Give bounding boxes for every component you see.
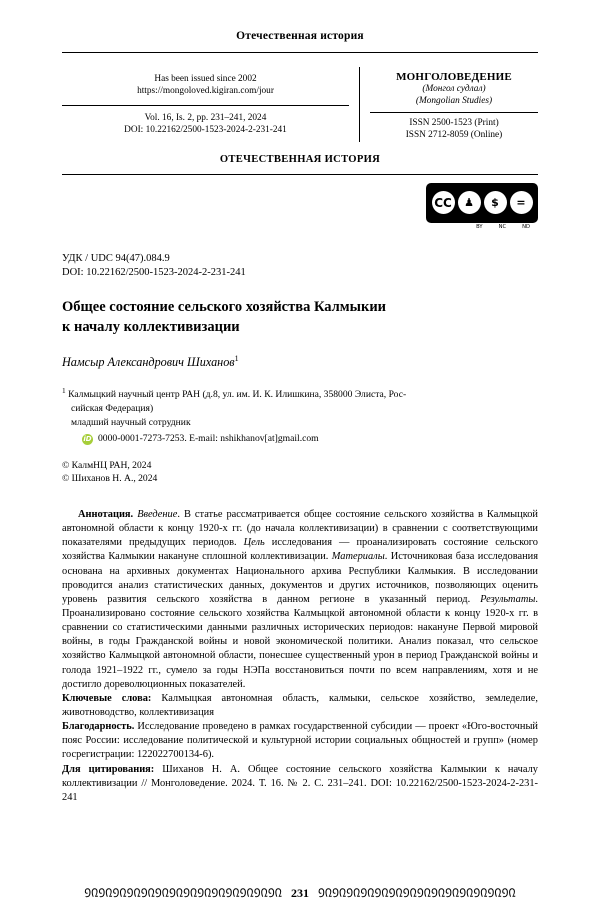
footer-ornament-left: ᠑᠒᠑᠒᠑᠒᠑᠒᠑᠒᠑᠒᠑᠒᠑᠒᠑᠒᠑᠒᠑᠒᠑᠒᠑᠒᠑᠒ [84,886,282,900]
abstract-paragraph [62,508,538,692]
page-footer [0,886,600,901]
doi-code: DOI: 10.22162/2500-1523-2024-2-231-241 [62,266,246,278]
cc-nc-dollar-icon: $ [484,191,507,214]
acknowledgement-label: Благодарность. [62,721,135,733]
abstract-text-4: . Проанализировано состояние сельского хозяйства Калмыцкой автономной области к концу 1920-х гг. в сравнении со статистическими данными различных исторических периодов: накануне Первой мировой войны, в годы Гражданской войны и новой экономической политики. Анализ показал, что сельское хозяйство Калмыцкой автономной области, понесшее существенный урон в период Гражданской войны и голода 1921–1922 гг., сумело за годы НЭПа восстановиться почти по всем направлениям, хотя и не достигло дореволюционных показателей. [62,593,538,690]
running-head: Отечественная история [236,30,364,42]
author-position: младший научный сотрудник [71,416,191,428]
keywords-text: Калмыцкая автономная область, калмыки, сельское хозяйство, земледелие, животноводство, коллективизация [62,692,538,719]
issn-online: ISSN 2712-8059 (Online) [405,130,503,141]
orcid-and-email[interactable]: 0000-0001-7273-7253. E-mail: nshikhanov[at]gmail.com [98,433,319,445]
journal-title-english: (Mongolian Studies) [415,96,493,107]
masthead [62,67,538,142]
identifiers [62,252,538,280]
author-name [62,354,538,370]
masthead-left [62,67,359,142]
cc-logo-circle: CC [432,191,455,214]
article-doi: DOI: 10.22162/2500-1523-2024-2-231-241 [124,124,287,135]
page-number: 231 [291,886,309,900]
license-label-nc: NC [498,223,507,230]
abstract-text-2: исследования — проанализировать состояние сельского хозяйства Калмыкии накануне сплошной коллективизации. [62,537,538,563]
affiliation-text-1: Калмыцкий научный центр РАН (д.8, ул. им. И. К. Илишкина, 358000 Элиста, Рос- [68,389,407,401]
page-title [62,298,538,337]
creative-commons-icon[interactable] [426,183,538,223]
affiliation-marker: 1 [62,386,66,396]
citation-label: Для цитирования: [62,763,155,775]
author-affiliation-marker: 1 [234,354,239,364]
acknowledgement-paragraph [62,720,538,762]
masthead-issue-info [62,106,349,141]
keywords-label: Ключевые слова: [62,692,152,704]
license-label-nd: ND [522,223,530,230]
masthead-right [359,67,538,142]
issn-print: ISSN 2500-1523 (Print) [409,118,499,129]
volume-issue: Vol. 16, Is. 2, pp. 231–241, 2024 [144,112,267,123]
license-badge-row [62,183,538,230]
abstract-goal-label: Цель [243,537,265,549]
abstract-results-label: Результаты [480,593,536,605]
copyright-author: © Шиханов Н. А., 2024 [62,473,158,485]
abstract-label: Аннотация. [78,509,134,521]
copyright-publisher: © КалмНЦ РАН, 2024 [62,459,152,471]
title-line-2: к началу коллективизации [62,318,240,335]
affiliation-line-2: сийская Федерация) [71,403,154,415]
cc-by-person-icon: ♟ [458,191,481,214]
orcid-icon: iD [83,434,92,443]
abstract-intro-label: Введение [137,509,178,521]
footer-ornament-right: ᠑᠒᠑᠒᠑᠒᠑᠒᠑᠒᠑᠒᠑᠒᠑᠒᠑᠒᠑᠒᠑᠒᠑᠒᠑᠒᠑᠒ [318,886,516,900]
author-label: Намсыр Александрович Шиханов [62,355,235,370]
affiliation-block [62,386,538,446]
section-divider [62,174,538,175]
abstract-text-3: . Источниковая база исследования основана на архивных документах Национального архива Республики Калмыкия. В исследовании проводится анализ статистических данных, документов и других источников, позволяющих оценить уровень развития сельского хозяйства в данном регионе в указанный период. [62,551,538,605]
abstract-section [62,508,538,805]
masthead-publication-info [62,67,349,105]
journal-title-mongolian: (Монгол судлал) [422,84,486,94]
masthead-right-divider [370,112,538,113]
affiliation-line-1 [62,386,538,402]
acknowledgement-text: Исследование проведено в рамках государственной субсидии — проект «Юго-восточный пояс России: исследование политической и культурной истории социальных общностей и групп» (номер госрегистрации: 122022700134-6). [62,721,538,761]
orcid-row[interactable] [82,432,538,446]
copyright-block [62,459,538,486]
cc-nd-equals-icon: = [510,191,533,214]
issued-since: Has been issued since 2002 [154,74,257,84]
keywords-paragraph [62,692,538,720]
license-label-by: BY [476,223,483,230]
udc-code: УДК / UDC 94(47).084.9 [62,252,170,264]
header-divider [62,52,538,53]
citation-paragraph [62,763,538,805]
citation-text: Шиханов Н. А. Общее состояние сельского хозяйства Калмыкии к началу коллективизации // Монголоведение. 2024. Т. 16. № 2. С. 231–241. DOI: 10.22162/2500-1523-2024-2-231-241 [62,763,538,803]
journal-url[interactable]: https://mongoloved.kigiran.com/jour [137,86,274,97]
title-line-1: Общее состояние сельского хозяйства Калмыкии [62,299,387,316]
abstract-materials-label: Материалы [331,551,385,563]
section-title: ОТЕЧЕСТВЕННАЯ ИСТОРИЯ [219,153,381,165]
journal-title: МОНГОЛОВЕДЕНИЕ [396,71,512,83]
license-labels [426,223,538,230]
abstract-text-1: . В статье рассматривается общее состояние сельского хозяйства в Калмыцкой автономной области к концу 1920-х гг. (до начала коллективизации) в сравнении с соответствующими показателями предыдущих периодов. [62,509,538,549]
